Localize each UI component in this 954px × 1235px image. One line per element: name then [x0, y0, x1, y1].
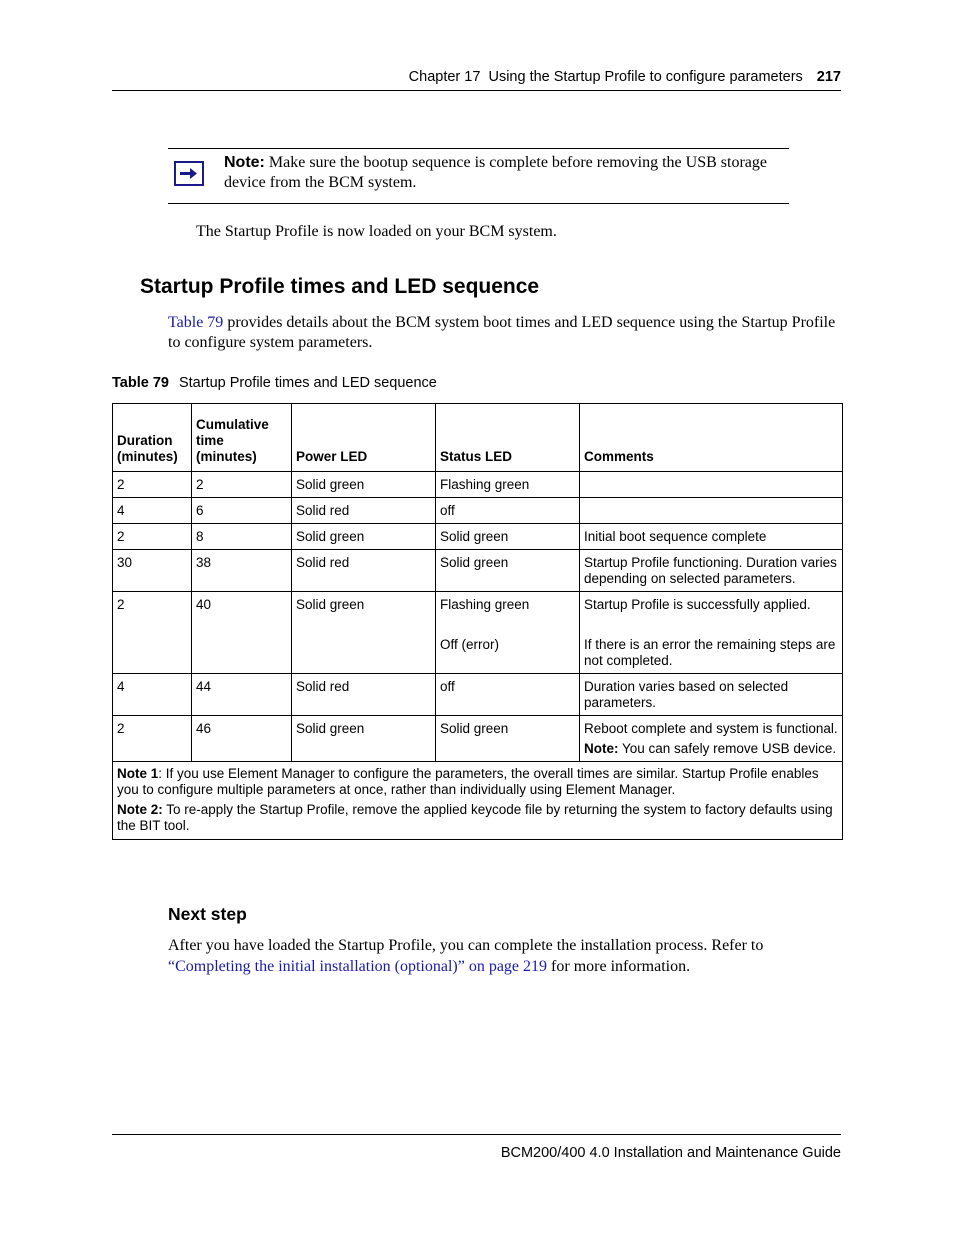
cell-power-led: Solid red	[292, 498, 436, 524]
header-cumulative: Cumulative time (minutes)	[192, 404, 292, 472]
cell-power-led: Solid red	[292, 674, 436, 716]
cell-status-led: Solid green	[436, 550, 580, 592]
intro-text: provides details about the BCM system boot times and LED sequence using the Startup Profile to configure system parameters.	[168, 314, 836, 351]
cell-comment	[580, 498, 843, 524]
cell-cumulative: 38	[192, 550, 292, 592]
cell-comment: Duration varies based on selected parameters.	[580, 674, 843, 716]
cell-power-led: Solid green	[292, 592, 436, 674]
intro-paragraph	[168, 313, 840, 353]
cell-duration: 2	[113, 472, 192, 498]
cell-comment	[580, 472, 843, 498]
cell-cumulative: 46	[192, 716, 292, 762]
led-sequence-table	[112, 403, 843, 840]
cell-comment: Startup Profile functioning. Duration varies depending on selected parameters.	[580, 550, 843, 592]
cell-status-led: off	[436, 498, 580, 524]
table-note-1-text: : If you use Element Manager to configure the parameters, the overall times are similar. Startup Profile enables you to configure multiple parameters at once, rather than individually using Element Manager.	[117, 766, 819, 797]
next-step-paragraph	[168, 935, 840, 977]
next-step-text-after: for more information.	[547, 958, 691, 975]
table-row	[113, 592, 843, 674]
page-number: 217	[816, 69, 841, 85]
comment-note-label: Note:	[584, 741, 619, 756]
header-power-led: Power LED	[292, 404, 436, 472]
table-row	[113, 674, 843, 716]
table-row	[113, 716, 843, 762]
completing-installation-link[interactable]: “Completing the initial installation (optional)” on page 219	[168, 958, 548, 975]
cell-status-led: Flashing green	[436, 472, 580, 498]
cell-power-led: Solid green	[292, 716, 436, 762]
note-box	[168, 148, 789, 204]
cell-duration: 4	[113, 674, 192, 716]
cell-comment	[580, 716, 843, 762]
loaded-paragraph: The Startup Profile is now loaded on your BCM system.	[196, 223, 557, 240]
cell-status-led: Solid green	[436, 716, 580, 762]
footer-title: BCM200/400 4.0 Installation and Maintenance Guide	[500, 1145, 841, 1161]
table-row	[113, 472, 843, 498]
cell-duration: 4	[113, 498, 192, 524]
table-note-1-label: Note 1	[117, 766, 159, 781]
comment-primary: Reboot complete and system is functional.	[584, 721, 838, 736]
table-note-2-text: To re-apply the Startup Profile, remove the applied keycode file by returning the system to factory defaults using the BIT tool.	[117, 802, 833, 833]
header-status-led: Status LED	[436, 404, 580, 472]
cell-duration: 2	[113, 524, 192, 550]
running-header	[112, 66, 841, 91]
status-led-error: Off (error)	[440, 637, 500, 652]
cell-duration: 2	[113, 592, 192, 674]
header-text	[409, 69, 841, 85]
table-header-row	[113, 404, 843, 472]
table-notes	[113, 762, 843, 840]
next-step-heading: Next step	[168, 904, 247, 924]
cell-cumulative: 6	[192, 498, 292, 524]
comment-error: If there is an error the remaining steps are not completed.	[584, 637, 836, 668]
header-duration: Duration (minutes)	[113, 404, 192, 472]
section-heading: Startup Profile times and LED sequence	[140, 275, 540, 298]
cell-power-led: Solid red	[292, 550, 436, 592]
table-row	[113, 550, 843, 592]
status-led-primary: Flashing green	[440, 597, 530, 612]
cell-comment: Initial boot sequence complete	[580, 524, 843, 550]
header-chapter-title: Using the Startup Profile to configure parameters	[488, 69, 803, 85]
table-notes-row	[113, 762, 843, 840]
table-caption	[112, 375, 437, 391]
arrow-right-icon	[174, 161, 204, 186]
comment-primary: Startup Profile is successfully applied.	[584, 597, 811, 612]
note-body: Make sure the bootup sequence is complete before removing the USB storage device from the BCM system.	[224, 154, 767, 191]
cell-status-led	[436, 592, 580, 674]
cell-power-led: Solid green	[292, 472, 436, 498]
table-note-2	[117, 802, 838, 833]
cell-duration: 30	[113, 550, 192, 592]
cell-cumulative: 8	[192, 524, 292, 550]
note-text	[224, 153, 784, 193]
comment-note-text: You can safely remove USB device.	[618, 741, 837, 756]
table-row	[113, 524, 843, 550]
cell-status-led: off	[436, 674, 580, 716]
header-chapter: Chapter 17	[408, 69, 481, 85]
running-footer	[112, 1134, 841, 1161]
table-row	[113, 498, 843, 524]
next-step-text-before: After you have loaded the Startup Profile, you can complete the installation process. Refer to	[168, 937, 764, 954]
cell-duration: 2	[113, 716, 192, 762]
table-note-1	[117, 766, 838, 797]
cell-comment	[580, 592, 843, 674]
cell-cumulative: 2	[192, 472, 292, 498]
cell-cumulative: 40	[192, 592, 292, 674]
cell-status-led: Solid green	[436, 524, 580, 550]
note-label: Note:	[224, 154, 265, 171]
table-caption-number: Table 79	[112, 375, 169, 391]
cell-power-led: Solid green	[292, 524, 436, 550]
table-note-2-label: Note 2:	[117, 802, 163, 817]
cell-cumulative: 44	[192, 674, 292, 716]
table-caption-title: Startup Profile times and LED sequence	[178, 375, 437, 391]
header-comments: Comments	[580, 404, 843, 472]
table-79-link[interactable]: Table 79	[168, 314, 224, 331]
